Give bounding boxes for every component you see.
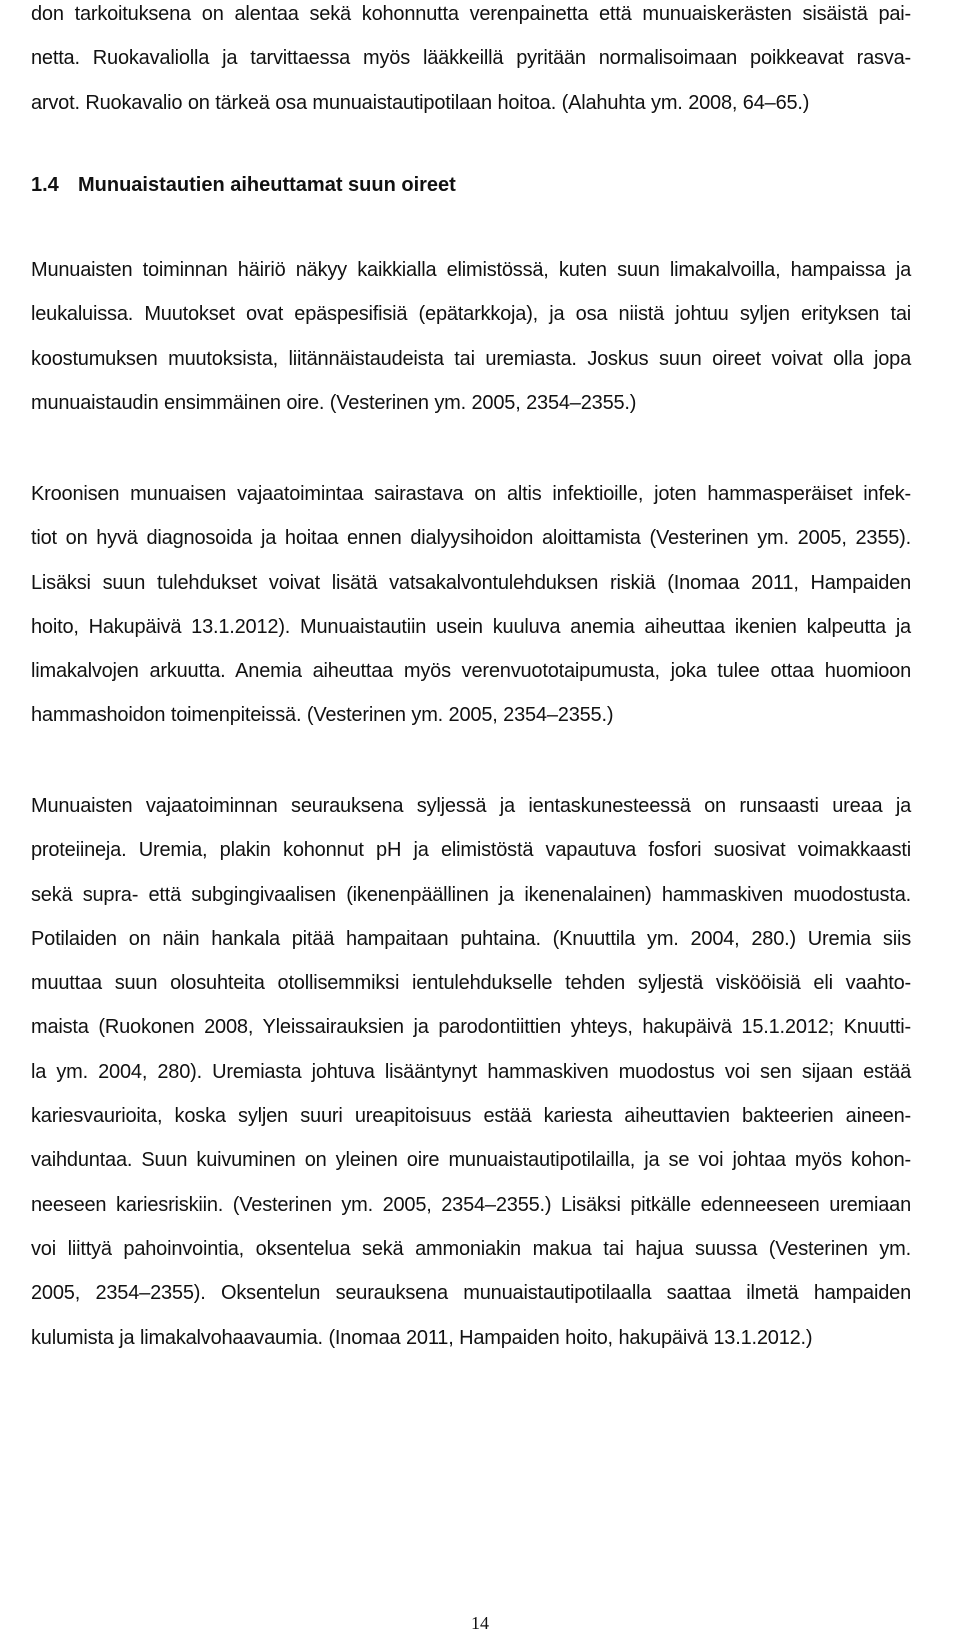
text-line: vaihduntaa. Suun kuivuminen on yleinen oire munuaistautipotilailla, ja se voi johtaa myös kohon-: [31, 1149, 911, 1172]
text-line: hammashoidon toimenpiteissä. (Vesterinen ym. 2005, 2354–2355.): [31, 704, 614, 727]
paragraph-3: [31, 784, 911, 1360]
text-line: tiot on hyvä diagnosoida ja hoitaa ennen dialyysihoidon aloittamista (Vesterinen ym. 2005, 2355).: [31, 527, 911, 550]
text-line: arvot. Ruokavalio on tärkeä osa munuaistautipotilaan hoitoa. (Alahuhta ym. 2008, 64–65.): [31, 91, 810, 114]
page-number: 14: [471, 1613, 489, 1633]
text-line: Potilaiden on näin hankala pitää hampaitaan puhtaina. (Knuuttila ym. 2004, 280.) Uremia siis: [31, 927, 911, 950]
intro-paragraph: [31, 0, 911, 125]
text-line: maista (Ruokonen 2008, Yleissairauksien ja parodontiittien yhteys, hakupäivä 15.1.2012; Knuutti-: [31, 1016, 911, 1039]
text-line: kariesvaurioita, koska syljen suuri ureapitoisuus estää kariesta aiheuttavien bakteerien aineen-: [31, 1105, 911, 1128]
section-heading: [31, 170, 456, 200]
text-line: koostumuksen muutoksista, liitännäistaudeista tai uremiasta. Joskus suun oireet voivat olla jopa: [31, 347, 911, 370]
text-line: leukaluissa. Muutokset ovat epäspesifisiä (epätarkkoja), ja osa niistä johtuu syljen erityksen tai: [31, 303, 911, 326]
text-line: hoito, Hakupäivä 13.1.2012). Munuaistautiin usein kuuluva anemia aiheuttaa ikenien kalpeutta ja: [31, 615, 911, 638]
text-line: Munuaisten toiminnan häiriö näkyy kaikkialla elimistössä, kuten suun limakalvoilla, hampaissa ja: [31, 259, 911, 281]
text-line: Kroonisen munuaisen vajaatoimintaa sairastava on altis infektioille, joten hammasperäiset infek-: [31, 483, 911, 505]
text-line: neeseen kariesriskiin. (Vesterinen ym. 2005, 2354–2355.) Lisäksi pitkälle edenneeseen uremiaan: [31, 1193, 911, 1216]
text-line: voi liittyä pahoinvointia, oksentelua sekä ammoniakin makua tai hajua suussa (Vesterinen ym.: [31, 1237, 911, 1260]
text-line: 2005, 2354–2355). Oksentelun seurauksena munuaistautipotilaalla saattaa ilmetä hampaiden: [31, 1282, 911, 1305]
paragraph-2: [31, 472, 911, 738]
text-line: limakalvojen arkuutta. Anemia aiheuttaa myös verenvuototaipumusta, joka tulee ottaa huomioon: [31, 660, 911, 683]
text-line: munuaistaudin ensimmäinen oire. (Vesterinen ym. 2005, 2354–2355.): [31, 391, 637, 414]
text-line: muuttaa suun olosuhteita otollisemmiksi ientulehdukselle tehden syljestä viskööisiä eli vaahto-: [31, 972, 911, 995]
text-line: la ym. 2004, 280). Uremiasta johtuva lisääntynyt hammaskiven muodostus voi sen sijaan estää: [31, 1060, 911, 1083]
section-title: Munuaistautien aiheuttamat suun oireet: [78, 174, 456, 196]
text-line: kulumista ja limakalvohaavaumia. (Inomaa 2011, Hampaiden hoito, hakupäivä 13.1.2012.): [31, 1326, 813, 1349]
text-line: sekä supra- että subgingivaalisen (ikenenpäällinen ja ikenenalainen) hammaskiven muodostusta.: [31, 883, 911, 906]
section-number: 1.4: [31, 174, 59, 196]
text-line: netta. Ruokavaliolla ja tarvittaessa myös lääkkeillä pyritään normalisoimaan poikkeavat rasva-: [31, 47, 911, 70]
text-line: Lisäksi suun tulehdukset voivat lisätä vatsakalvontulehduksen riskiä (Inomaa 2011, Hampaiden: [31, 571, 911, 594]
text-line: don tarkoituksena on alentaa sekä kohonnutta verenpainetta että munuaiskerästen sisäistä pai-: [31, 3, 911, 25]
text-line: Munuaisten vajaatoiminnan seurauksena syljessä ja ientaskunesteessä on runsaasti ureaa ja: [31, 795, 911, 817]
text-line: proteiineja. Uremia, plakin kohonnut pH ja elimistöstä vapautuva fosfori suosivat voimakkaasti: [31, 839, 911, 862]
paragraph-1: [31, 248, 911, 425]
